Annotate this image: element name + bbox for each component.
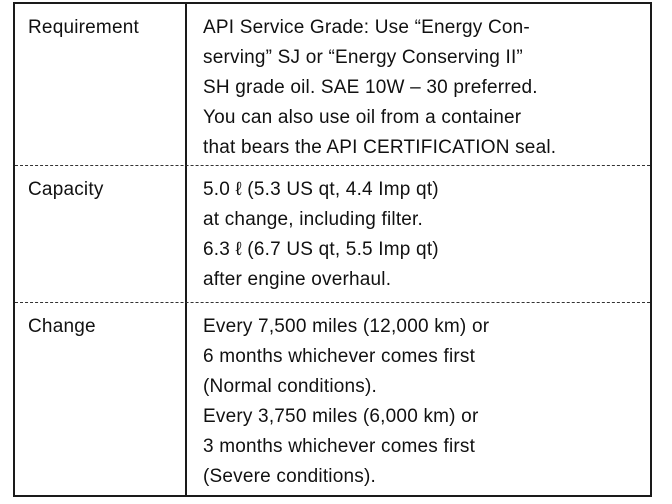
value-line: (Normal conditions).: [203, 376, 377, 397]
value-line: 3 months whichever comes first: [203, 436, 476, 457]
row-label-change: Change: [28, 316, 96, 337]
row-label-requirement: Requirement: [28, 17, 139, 38]
table-row-capacity: [15, 165, 650, 302]
row-value-capacity: [203, 175, 642, 295]
value-line: Every 7,500 miles (12,000 km) or: [203, 316, 490, 337]
value-line: API Service Grade: Use “Energy Con-: [203, 17, 530, 38]
value-line: after engine overhaul.: [203, 269, 392, 290]
value-line: You can also use oil from a container: [203, 107, 522, 128]
value-line: 5.0 ℓ (5.3 US qt, 4.4 Imp qt): [203, 179, 439, 200]
row-value-requirement: [203, 13, 642, 163]
table-row-change: [15, 302, 650, 495]
value-line: (Severe conditions).: [203, 466, 376, 487]
value-line: 6 months whichever comes first: [203, 346, 476, 367]
value-line: serving” SJ or “Energy Conserving II”: [203, 47, 523, 68]
row-label-capacity: Capacity: [28, 179, 104, 200]
value-line: that bears the API CERTIFICATION seal.: [203, 137, 557, 158]
row-value-change: [203, 312, 642, 492]
oil-spec-table: [13, 2, 652, 497]
value-line: SH grade oil. SAE 10W – 30 preferred.: [203, 77, 538, 98]
value-line: 6.3 ℓ (6.7 US qt, 5.5 Imp qt): [203, 239, 439, 260]
table-row-requirement: [15, 4, 650, 165]
value-line: at change, including filter.: [203, 209, 424, 230]
value-line: Every 3,750 miles (6,000 km) or: [203, 406, 479, 427]
